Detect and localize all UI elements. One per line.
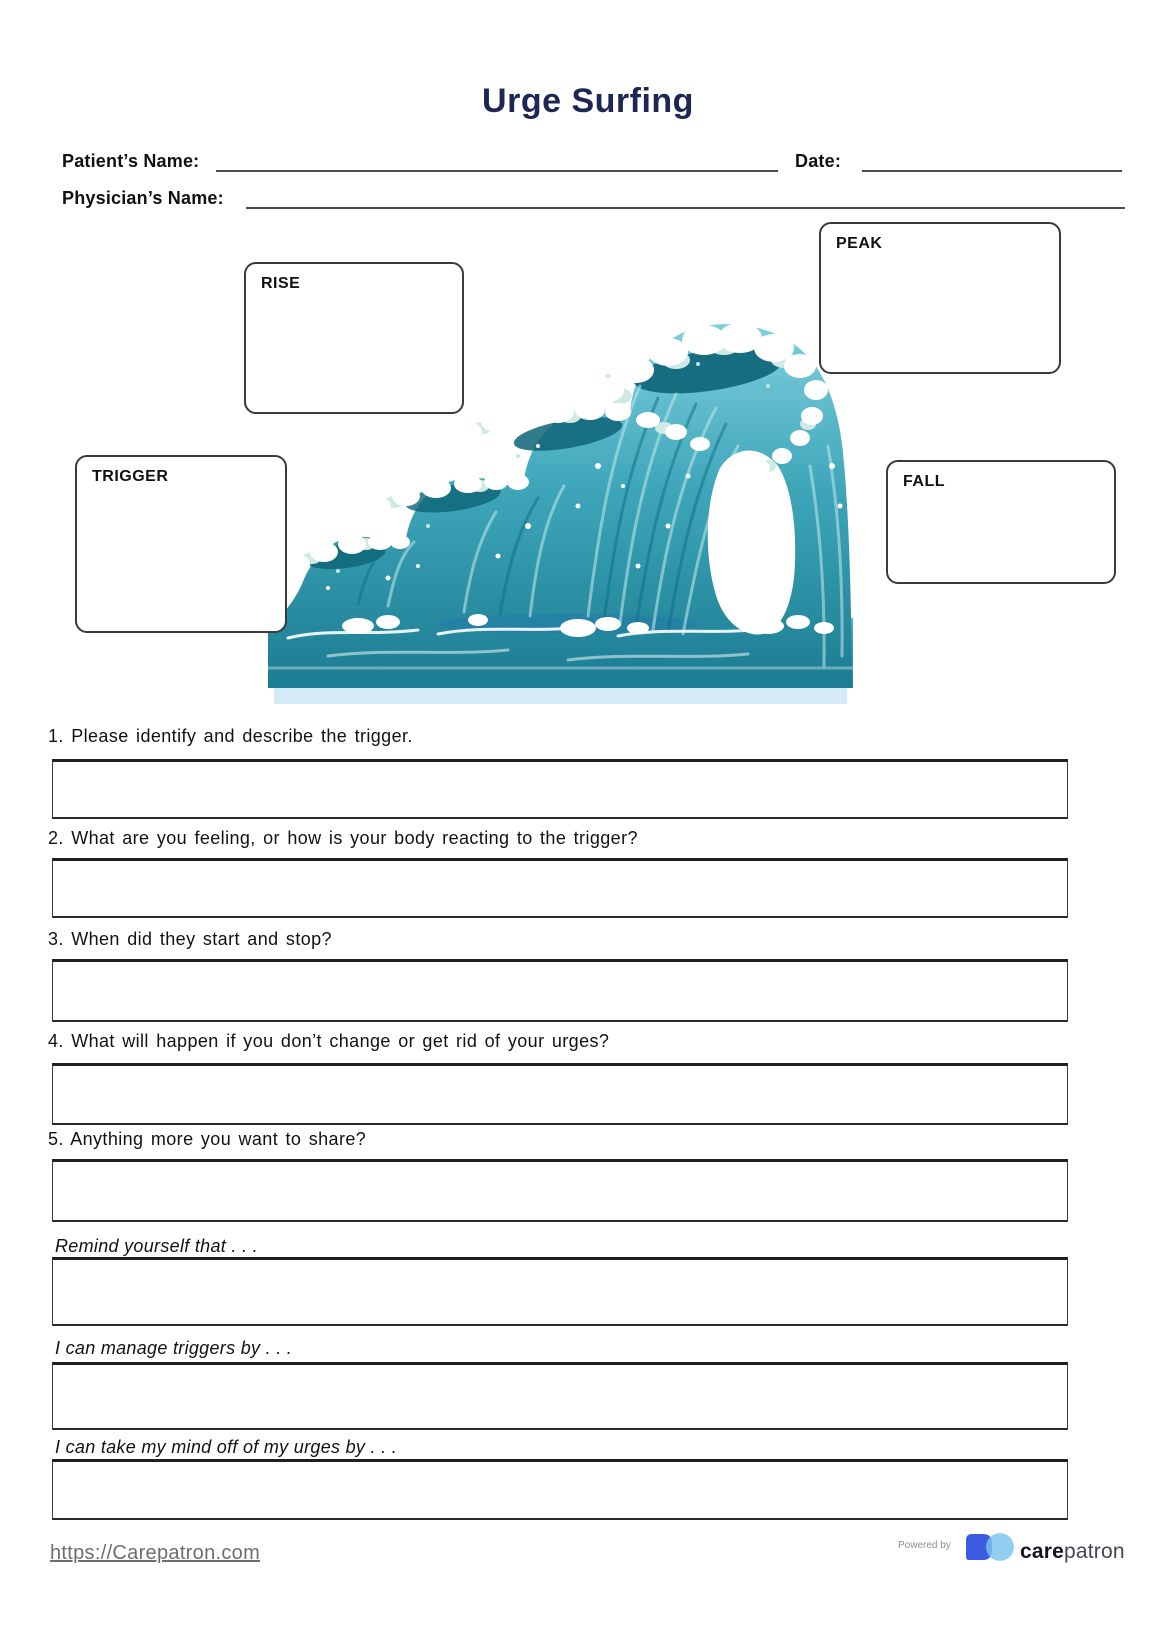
question-5-answer-box[interactable] xyxy=(52,1159,1068,1222)
peak-box-label: PEAK xyxy=(836,235,883,252)
rise-box-label: RISE xyxy=(261,275,301,292)
prompt-remind-label: Remind yourself that . . . xyxy=(55,1236,258,1256)
date-label: Date: xyxy=(795,151,842,171)
carepatron-link[interactable]: https://Carepatron.com xyxy=(50,1542,261,1564)
powered-by-label: Powered by xyxy=(898,1540,951,1551)
prompt-distract-label: I can take my mind off of my urges by . . . xyxy=(55,1437,398,1457)
trigger-box-label: TRIGGER xyxy=(92,468,169,485)
fall-box[interactable] xyxy=(886,460,1116,584)
carepatron-wordmark xyxy=(1020,1540,1125,1564)
page-title: Urge Surfing xyxy=(482,82,694,120)
question-2-label: 2. What are you feeling, or how is your body reacting to the trigger? xyxy=(48,828,638,848)
prompt-distract-answer-box[interactable] xyxy=(52,1459,1068,1520)
brand-patron: patron xyxy=(1064,1540,1125,1563)
question-2-answer-box[interactable] xyxy=(52,858,1068,918)
brand-care: care xyxy=(1020,1540,1065,1563)
physician-name-field[interactable] xyxy=(246,207,1125,209)
date-field[interactable] xyxy=(862,170,1122,172)
question-1-label: 1. Please identify and describe the trigger. xyxy=(48,726,413,746)
prompt-remind-answer-box[interactable] xyxy=(52,1257,1068,1326)
question-4-label: 4. What will happen if you don’t change or get rid of your urges? xyxy=(48,1031,610,1051)
patient-name-field[interactable] xyxy=(216,170,778,172)
rise-box[interactable] xyxy=(244,262,464,414)
prompt-manage-answer-box[interactable] xyxy=(52,1362,1068,1430)
physician-name-label: Physician’s Name: xyxy=(62,188,224,208)
question-3-answer-box[interactable] xyxy=(52,959,1068,1022)
carepatron-logo-icon xyxy=(962,1530,1016,1573)
question-4-answer-box[interactable] xyxy=(52,1063,1068,1125)
peak-box[interactable] xyxy=(819,222,1061,374)
fall-box-label: FALL xyxy=(903,473,945,490)
prompt-manage-label: I can manage triggers by . . . xyxy=(55,1338,293,1358)
question-1-answer-box[interactable] xyxy=(52,759,1068,819)
patient-name-label: Patient’s Name: xyxy=(62,151,200,171)
question-5-label: 5. Anything more you want to share? xyxy=(48,1129,367,1149)
trigger-box[interactable] xyxy=(75,455,287,633)
question-3-label: 3. When did they start and stop? xyxy=(48,929,332,949)
